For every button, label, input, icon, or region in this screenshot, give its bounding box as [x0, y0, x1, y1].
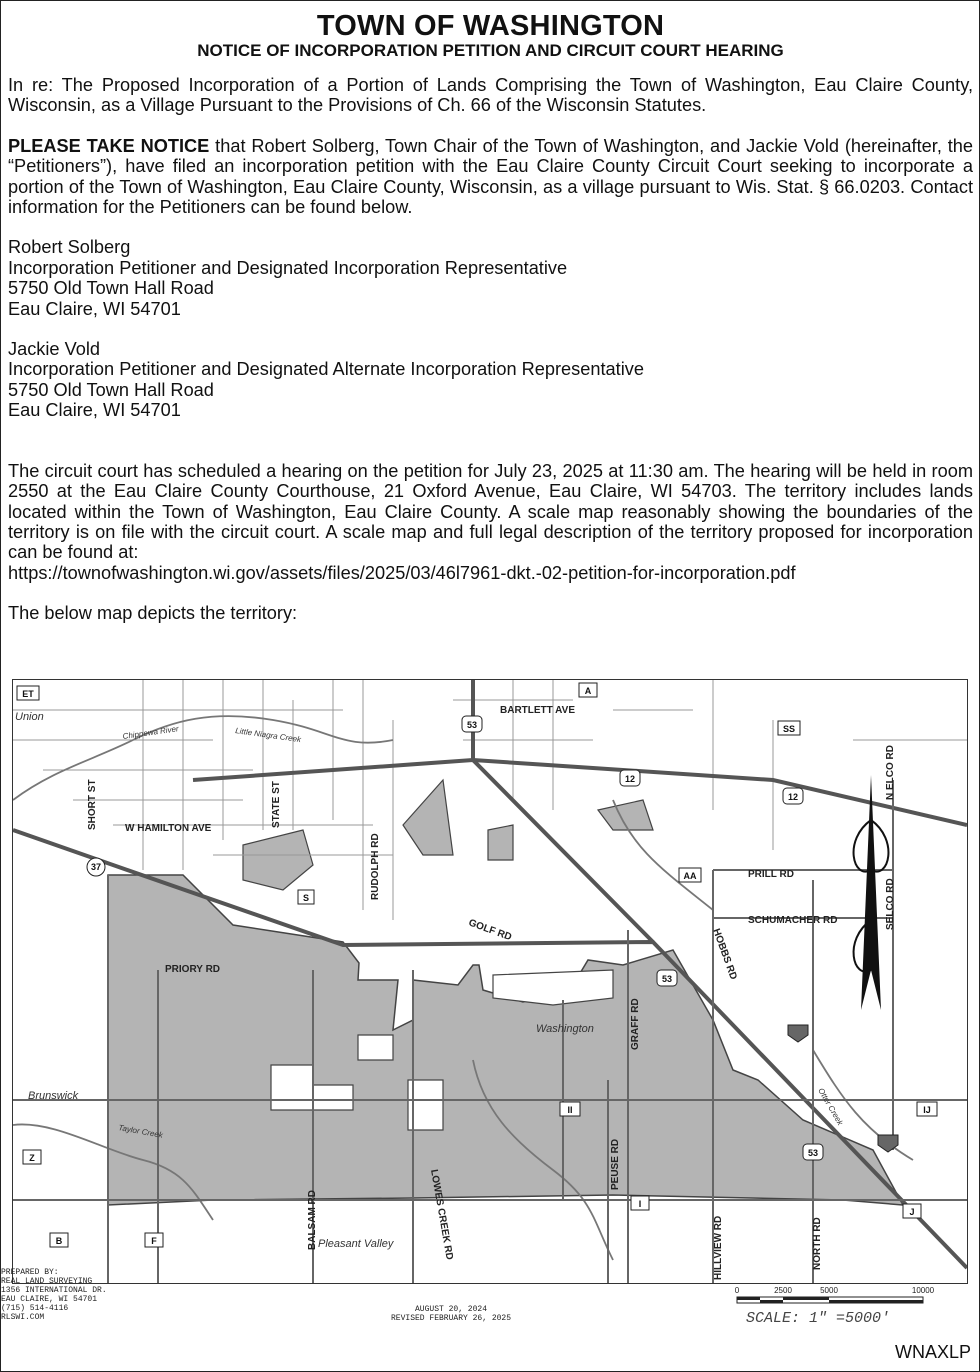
svg-text:II: II — [567, 1105, 573, 1115]
svg-text:SHORT ST: SHORT ST — [87, 779, 98, 830]
svg-text:S: S — [302, 893, 310, 903]
svg-text:Little Niagra Creek: Little Niagra Creek — [234, 726, 302, 745]
svg-text:LOWES CREEK RD: LOWES CREEK RD — [428, 1168, 455, 1261]
svg-text:A: A — [584, 686, 592, 696]
svg-text:37: 37 — [90, 862, 102, 872]
svg-text:12: 12 — [787, 792, 799, 802]
contact-address-line2: Eau Claire, WI 54701 — [8, 298, 181, 319]
notice-lead: PLEASE TAKE NOTICE — [8, 135, 210, 156]
scale-label: SCALE: 1" =5000' — [746, 1310, 891, 1327]
svg-text:GOLF RD: GOLF RD — [466, 917, 514, 944]
contact-robert — [8, 237, 973, 319]
territory-map — [12, 679, 968, 1284]
svg-text:B: B — [55, 1236, 63, 1246]
notice-subtitle: NOTICE OF INCORPORATION PETITION AND CIRCUIT COURT HEARING — [197, 41, 784, 60]
svg-text:2500: 2500 — [774, 1286, 792, 1295]
petition-url[interactable]: https://townofwashington.wi.gov/assets/files/2025/03/46l7961-dkt.-02-petition-for-incorporation.pdf — [8, 562, 796, 583]
contact-role: Incorporation Petitioner and Designated Alternate Incorporation Representative — [8, 359, 644, 380]
svg-text:53: 53 — [466, 720, 478, 730]
svg-text:BALSAM RD: BALSAM RD — [307, 1190, 318, 1250]
contact-address-line1: 5750 Old Town Hall Road — [8, 379, 214, 400]
notice-paragraph — [8, 136, 973, 218]
notice-body: that Robert Solberg, Town Chair of the Town of Washington, and Jackie Vold (hereinafter, the “Petitioners”), have filed an incorporation petition with the Eau Claire County Circuit Court seeking to incorporate a portion of the Town of Washington, Eau Claire County, Wisconsin, as a village pursuant to Wis. Stat. § 66.0203. Contact information for the Petitioners can be found below. — [8, 135, 973, 218]
svg-text:Brunswick: Brunswick — [28, 1090, 79, 1102]
contact-jackie — [8, 339, 973, 421]
contact-role: Incorporation Petitioner and Designated Incorporation Representative — [8, 257, 568, 278]
svg-text:Taylor Creek: Taylor Creek — [117, 1123, 164, 1140]
svg-text:AA: AA — [683, 871, 697, 881]
svg-text:5000: 5000 — [820, 1286, 838, 1295]
svg-text:Otter Creek: Otter Creek — [816, 1086, 845, 1127]
contact-address-line2: Eau Claire, WI 54701 — [8, 400, 181, 421]
svg-text:I: I — [638, 1199, 642, 1209]
svg-text:F: F — [151, 1236, 157, 1246]
svg-text:NORTH RD: NORTH RD — [812, 1217, 823, 1270]
map-intro: The below map depicts the territory: — [8, 603, 298, 624]
notice-title: TOWN OF WASHINGTON — [316, 10, 665, 42]
svg-text:Z: Z — [29, 1153, 35, 1163]
in-re-paragraph: In re: The Proposed Incorporation of a Portion of Lands Comprising the Town of Washington, Eau Claire County, Wisconsin, as a Village Pursuant to the Provisions of Ch. 66 of the Wisconsin Statutes. — [8, 75, 973, 116]
map-dates: AUGUST 20, 2024 REVISED FEBRUARY 26, 2025 — [391, 1305, 512, 1323]
svg-text:ET: ET — [22, 689, 34, 699]
svg-text:SCHUMACHER RD: SCHUMACHER RD — [748, 915, 838, 926]
svg-text:0: 0 — [734, 1286, 740, 1295]
hearing-paragraph — [8, 461, 973, 583]
svg-text:PRIORY RD: PRIORY RD — [165, 964, 221, 975]
svg-text:Pleasant Valley: Pleasant Valley — [318, 1238, 394, 1250]
svg-text:N ELCO RD: N ELCO RD — [885, 745, 896, 800]
svg-text:53: 53 — [661, 974, 673, 984]
contact-address-line1: 5750 Old Town Hall Road — [8, 278, 214, 299]
prepared-by: PREPARED BY: REAL LAND SURVEYING 1356 INTERNATIONAL DR. EAU CLAIRE, WI 54701 (715) 514-4116 RLSWI.COM — [1, 1268, 107, 1322]
svg-text:12: 12 — [624, 774, 636, 784]
svg-text:PRILL RD: PRILL RD — [748, 869, 794, 880]
svg-text:Union: Union — [15, 711, 44, 723]
ad-code: WNAXLP — [894, 1342, 971, 1362]
svg-text:IJ: IJ — [923, 1105, 931, 1115]
svg-text:PEUSE RD: PEUSE RD — [610, 1138, 621, 1190]
svg-text:53: 53 — [807, 1148, 819, 1158]
svg-text:BARTLETT AVE: BARTLETT AVE — [500, 705, 575, 716]
svg-text:HILLVIEW RD: HILLVIEW RD — [713, 1215, 724, 1280]
svg-text:Chippewa River: Chippewa River — [122, 724, 180, 741]
svg-text:Washington: Washington — [536, 1023, 594, 1035]
svg-text:W HAMILTON AVE: W HAMILTON AVE — [125, 823, 212, 834]
svg-text:RUDOLPH RD: RUDOLPH RD — [370, 833, 381, 900]
hearing-text: The circuit court has scheduled a hearing on the petition for July 23, 2025 at 11:30 am. The hearing will be held in room 2550 at the Eau Claire County Courthouse, 21 Oxford Avenue, Eau Claire, WI 54703. The territory includes lands located within the Town of Washington, Eau Claire County. A scale map reasonably showing the boundaries of the territory is on file with the circuit court. A scale map and full legal description of the territory proposed for incorporation can be found at: — [8, 460, 973, 563]
svg-text:SS: SS — [782, 724, 796, 734]
svg-text:10000: 10000 — [911, 1286, 935, 1295]
svg-text:SELCO RD: SELCO RD — [885, 878, 896, 930]
svg-text:J: J — [909, 1207, 915, 1217]
north-arrow-icon — [854, 775, 889, 1010]
svg-text:STATE ST: STATE ST — [271, 781, 282, 828]
contact-name: Jackie Vold — [8, 339, 101, 360]
contact-name: Robert Solberg — [8, 237, 131, 258]
svg-text:GRAFF RD: GRAFF RD — [630, 998, 641, 1050]
svg-text:HOBBS RD: HOBBS RD — [710, 927, 739, 982]
